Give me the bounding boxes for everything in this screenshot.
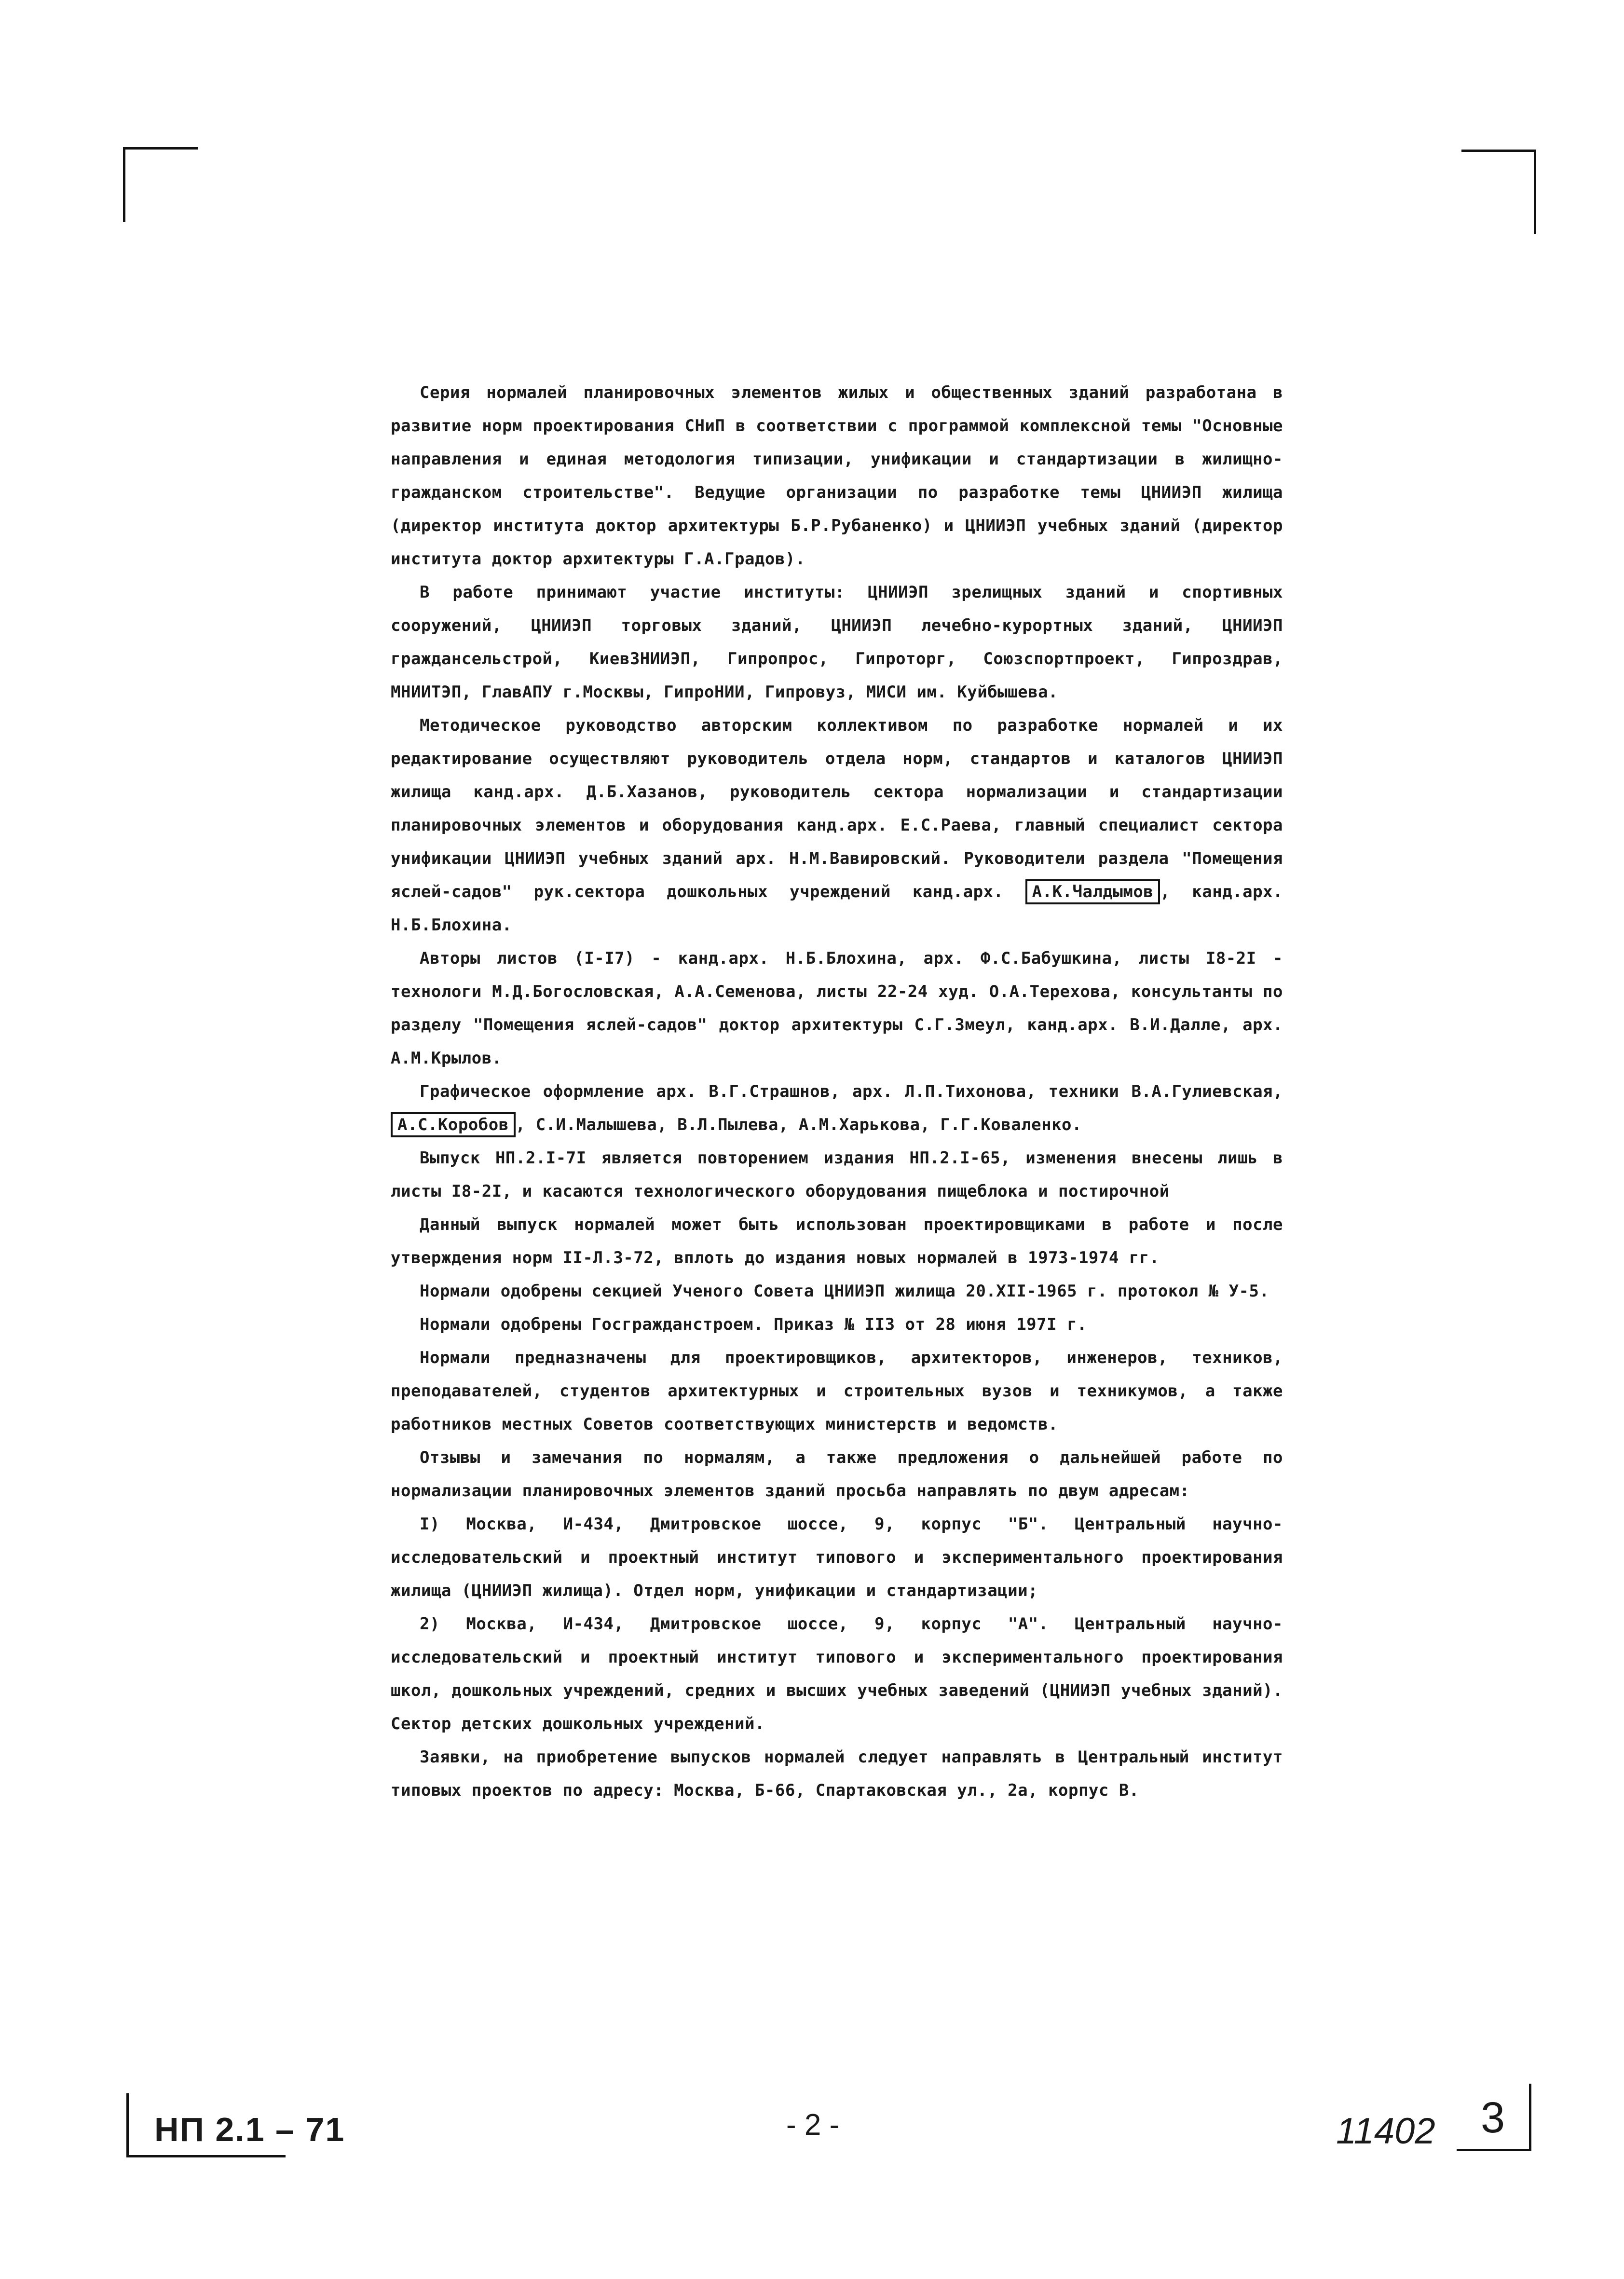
paragraph-5-text: Графическое оформление арх. В.Г.Страшнов, арх. Л.П.Тихонова, техники В.А.Гулиевская, bbox=[420, 1082, 1283, 1101]
paragraph-3 bbox=[391, 709, 1283, 942]
paragraph-4: Авторы листов (I-I7) - канд.арх. Н.Б.Блохина, арх. Ф.С.Бабушкина, листы I8-2I - технологи М.Д.Богословская, А.А.Семенова, листы 22-24 худ. О.А.Терехова, консультанты по разделу "Помещения яслей-садов" доктор архитектуры С.Г.Змеул, канд.арх. В.И.Далле, арх. А.М.Крылов. bbox=[391, 949, 1283, 1068]
paragraph-3-text: Методическое руководство авторским коллективом по разработке нормалей и их редактирование осуществляют руководитель отдела норм, стандартов и каталогов ЦНИИЭП жилища канд.арх. Д.Б.Хазанов, руководитель сектора нормализации и стандартизации планировочных элементов и оборудования канд.арх. Е.С.Раева, главный специалист сектора унификации ЦНИИЭП учебных зданий арх. Н.М.Вавировский. Руководители раздела "Помещения яслей-садов" рук.сектора дошкольных учреждений канд.арх. bbox=[391, 716, 1283, 901]
document-code: НП 2.1 – 71 bbox=[154, 2111, 345, 2148]
paragraph-12: I) Москва, И-434, Дмитровское шоссе, 9, корпус "Б". Центральный научно-исследовательский и проектный институт типового и экспериментального проектирования жилища (ЦНИИЭП жилища). Отдел норм, унификации и стандартизации; bbox=[391, 1515, 1283, 1600]
paragraph-1: Серия нормалей планировочных элементов жилых и общественных зданий разработана в развитие норм проектирования СНиП в соответствии с программой комплексной темы "Основные направления и единая методология типизации, унификации и стандартизации в жилищно-гражданском строительстве". Ведущие организации по разработке темы ЦНИИЭП жилища (директор института доктор архитектуры Б.Р.Рубаненко) и ЦНИИЭП учебных зданий (директор института доктор архитектуры Г.А.Градов). bbox=[391, 383, 1283, 569]
footer-left-mark bbox=[126, 2093, 129, 2156]
crop-mark-top-left bbox=[123, 147, 198, 222]
paragraph-2: В работе принимают участие институты: ЦНИИЭП зрелищных зданий и спортивных сооружений, ЦНИИЭП торговых зданий, ЦНИИЭП лечебно-курортных зданий, ЦНИИЭП граждансельстрой, КиевЗНИИЭП, Гипропрос, Гипроторг, Союзспортпроект, Гипроздрав, МНИИТЭП, ГлавАПУ г.Москвы, ГипроНИИ, Гипровуз, МИСИ им. Куйбышева. bbox=[391, 583, 1283, 702]
body-text bbox=[391, 376, 1283, 1807]
footer-right-mark bbox=[1529, 2084, 1531, 2151]
handwritten-number: 11402 bbox=[1336, 2111, 1435, 2152]
sheet-number-underline bbox=[1457, 2149, 1529, 2151]
crop-mark-top-right bbox=[1461, 150, 1536, 234]
boxed-name-chaldymov: А.К.Чалдымов bbox=[1025, 879, 1160, 904]
boxed-name-korobov: А.С.Коробов bbox=[391, 1112, 516, 1137]
paragraph-9: Нормали одобрены Госгражданстроем. Приказ № II3 от 28 июня 197I г. bbox=[420, 1315, 1088, 1334]
paragraph-10: Нормали предназначены для проектировщиков, архитекторов, инженеров, техников, преподавателей, студентов архитектурных и строительных вузов и техникумов, а также работников местных Советов соответствующих министерств и ведомств. bbox=[391, 1348, 1283, 1434]
paragraph-5-tail: , С.И.Малышева, В.Л.Пылева, А.М.Харькова, Г.Г.Коваленко. bbox=[515, 1115, 1082, 1134]
sheet-number: 3 bbox=[1481, 2094, 1505, 2142]
paragraph-11: Отзывы и замечания по нормалям, а также предложения о дальнейшей работе по нормализации планировочных элементов зданий просьба направлять по двум адресам: bbox=[391, 1448, 1283, 1501]
paragraph-5 bbox=[391, 1075, 1283, 1142]
footer-underline bbox=[126, 2155, 286, 2157]
paragraph-3-tail: , канд.арх. Н.Б.Блохина. bbox=[391, 882, 1283, 935]
paragraph-14: Заявки, на приобретение выпусков нормалей следует направлять в Центральный институт типовых проектов по адресу: Москва, Б-66, Спартаковская ул., 2а, корпус В. bbox=[391, 1747, 1283, 1800]
paragraph-8: Нормали одобрены секцией Ученого Совета ЦНИИЭП жилища 20.XII-1965 г. протокол № У-5. bbox=[420, 1282, 1269, 1301]
paragraph-7: Данный выпуск нормалей может быть использован проектировщиками в работе и после утверждения норм II-Л.3-72, вплоть до издания новых нормалей в 1973-1974 гг. bbox=[391, 1215, 1283, 1268]
page-number: - 2 - bbox=[786, 2108, 840, 2142]
paragraph-13: 2) Москва, И-434, Дмитровское шоссе, 9, корпус "А". Центральный научно-исследовательский и проектный институт типового и экспериментального проектирования школ, дошкольных учреждений, средних и высших учебных заведений (ЦНИИЭП учебных зданий). Сектор детских дошкольных учреждений. bbox=[391, 1614, 1283, 1733]
paragraph-6: Выпуск НП.2.I-7I является повторением издания НП.2.I-65, изменения внесены лишь в листы I8-2I, и касаются технологического оборудования пищеблока и постирочной bbox=[391, 1148, 1283, 1201]
